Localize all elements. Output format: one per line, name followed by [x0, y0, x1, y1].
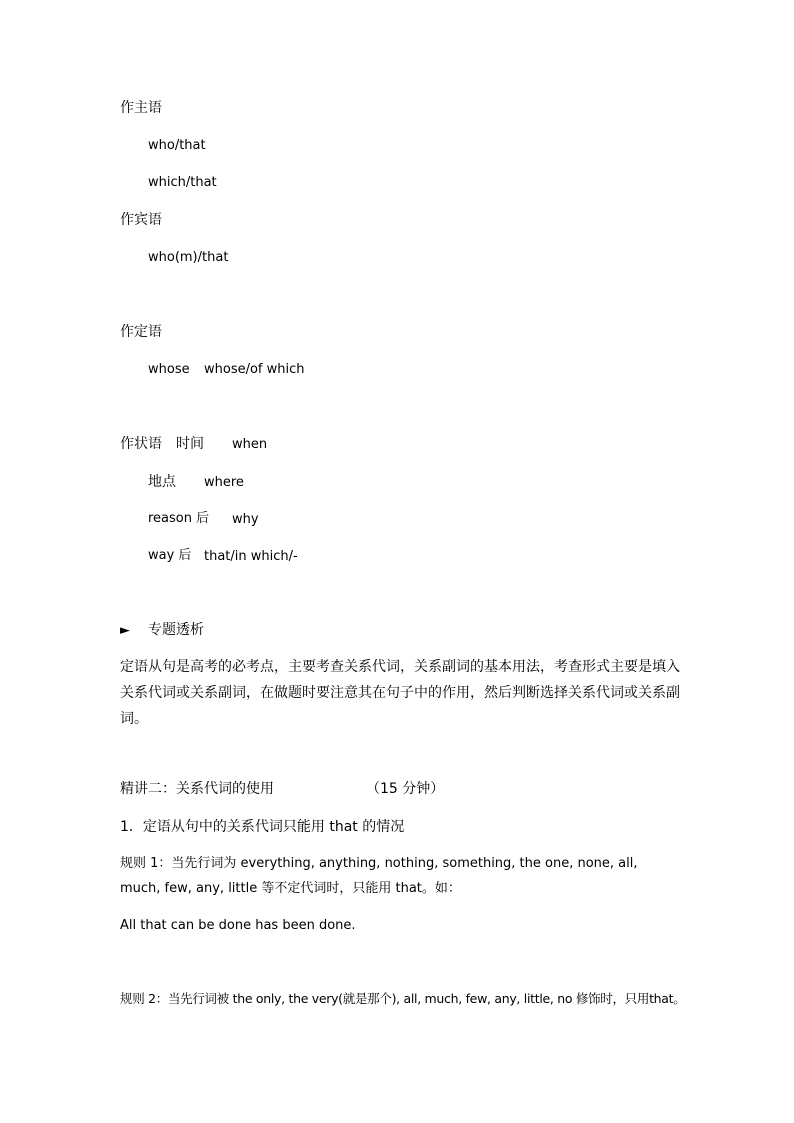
way-word: that/in which/- — [204, 549, 298, 564]
section-duration: （15 分钟） — [366, 781, 445, 797]
point-one: 1．定语从句中的关系代词只能用 that 的情况 — [120, 819, 405, 835]
place-word: where — [204, 475, 244, 490]
analysis-heading: 专题透析 — [148, 622, 204, 638]
rule-two: 规则 2：当先行词被 the only, the very(就是那个), all, much, few, any, little, no 修饰时，只用that。 — [120, 991, 686, 1006]
object-person-word: who(m)/that — [148, 250, 229, 265]
example-one: All that can be done has been done. — [120, 918, 356, 933]
place-label: 地点 — [148, 474, 176, 490]
adverbial-label: 作状语 — [120, 436, 162, 452]
subject-label: 作主语 — [120, 100, 162, 116]
bullet-icon: ► — [120, 623, 130, 638]
subject-thing-word: which/that — [148, 175, 217, 190]
attributive-person-word: whose — [148, 362, 190, 377]
time-word: when — [232, 437, 268, 452]
reason-word: why — [232, 512, 259, 527]
attributive-thing-word: whose/of which — [204, 362, 305, 377]
section-title: 精讲二：关系代词的使用 — [120, 781, 274, 797]
attributive-label: 作定语 — [120, 324, 162, 340]
rule-one: 规则 1：当先行词为 everything, anything, nothing, something, the one, none, all, much, few, any, little 等不定代词时，只能用 that。如： — [120, 856, 638, 896]
reason-label: reason 后 — [148, 511, 210, 526]
way-label: way 后 — [148, 548, 192, 563]
analysis-paragraph: 定语从句是高考的必考点，主要考查关系代词，关系副词的基本用法，考查形式主要是填入关系代词或关系副词，在做题时要注意其在句子中的作用，然后判断选择关系代词或关系副词。 — [120, 659, 680, 727]
object-label: 作宾语 — [120, 212, 162, 228]
subject-person-word: who/that — [148, 138, 206, 153]
time-label: 时间 — [176, 436, 204, 452]
